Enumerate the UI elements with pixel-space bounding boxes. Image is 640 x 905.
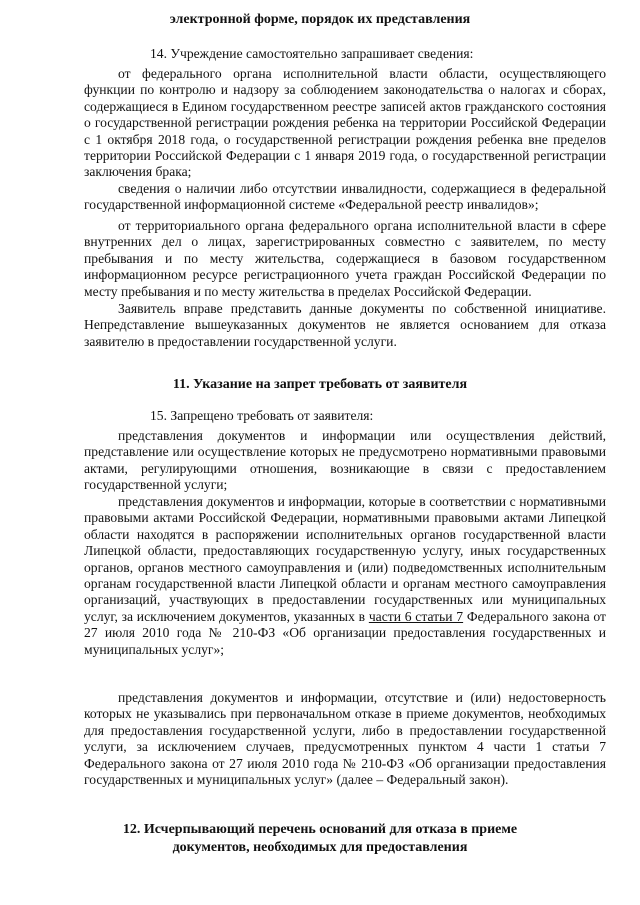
paragraph-tax-authority: от федерального органа исполнительной власти области, осуществляющего функции по контролю и надзору за соблюдением законодательства о налогах и сборах, содержащиеся в Едином государственном реестре записей актов гражданского состояния о государственной регистрации рождения ребенка на территории Российской Федерации с 1 октября 2018 года, о государственной регистрации рождения ребенка вне пределов территории Российской Федерации с 1 января 2019 года, о государственной регистрации заключения брака;	[84, 66, 606, 180]
paragraph-disability-info: сведения о наличии либо отсутствии инвалидности, содержащиеся в федеральной государственной информационной системе «Федеральной реестр инвалидов»;	[84, 181, 606, 213]
paragraph-docs-in-possession-text: представления документов и информации, которые в соответствии с нормативными правовыми актами Российской Федерации, нормативными правовыми актами Липецкой области находятся в распоряжении исполнительных органов государственной власти Липецкой области, предоставляющих государственную услугу, иных государственных органов, органов местного самоуправления и (или) подведомственных исполнительным органам государственной власти Липецкой области и органам местного самоуправления организаций, участвующих в предоставлении государственных или муниципальных услуг, за исключением документов, указанных в	[84, 494, 606, 624]
section-12-heading-line1: 12. Исчерпывающий перечень оснований для отказа в приеме	[122, 822, 518, 837]
section-heading-top: электронной форме, порядок их представления	[169, 12, 471, 27]
law-article-link[interactable]: части 6 статьи 7	[368, 608, 464, 624]
paragraph-missing-info: представления документов и информации, отсутствие и (или) недостоверность которых не указывались при первоначальном отказе в приеме документов, необходимых для предоставления государственной услуги, либо в предоставлении государственной услуги, за исключением случаев, предусмотренных пунктом 4 части 1 статьи 7 Федерального закона от 27 июля 2010 года № 210-ФЗ «Об организации предоставления государственных и муниципальных услуг» (далее – Федеральный закон).	[84, 690, 606, 788]
section-11-heading: 11. Указание на запрет требовать от заявителя	[172, 377, 468, 392]
paragraph-docs-in-possession	[84, 494, 606, 658]
paragraph-internal-affairs: от территориального органа федерального органа исполнительной власти в сфере внутренних дел о лицах, зарегистрированных совместно с заявителем, по месту пребывания и по месту жительства, содержащиеся в базовом государственном информационном ресурсе регистрационного учета граждан Российской Федерации по месту пребывания и по месту жительства в пределах Российской Федерации.	[84, 218, 606, 299]
paragraph-docs-in-possession-tail: Федерального закона от 27 июля 2010 года № 210-ФЗ «Об организации предоставления государственных и муниципальных услуг»;	[84, 608, 606, 657]
paragraph-no-unrequired-docs: представления документов и информации или осуществления действий, представление или осуществление которых не предусмотрено нормативными правовыми актами, регулирующими отношения, возникающие в связи с предоставлением государственной услуги;	[84, 428, 606, 493]
paragraph-14-intro: 14. Учреждение самостоятельно запрашивает сведения:	[150, 46, 474, 61]
section-12-heading-line2: документов, необходимых для предоставления	[172, 840, 468, 855]
paragraph-15-intro: 15. Запрещено требовать от заявителя:	[150, 408, 374, 423]
paragraph-own-initiative: Заявитель вправе представить данные документы по собственной инициативе. Непредставление вышеуказанных документов не является основанием для отказа заявителю в предоставлении государственной услуги.	[84, 301, 606, 349]
